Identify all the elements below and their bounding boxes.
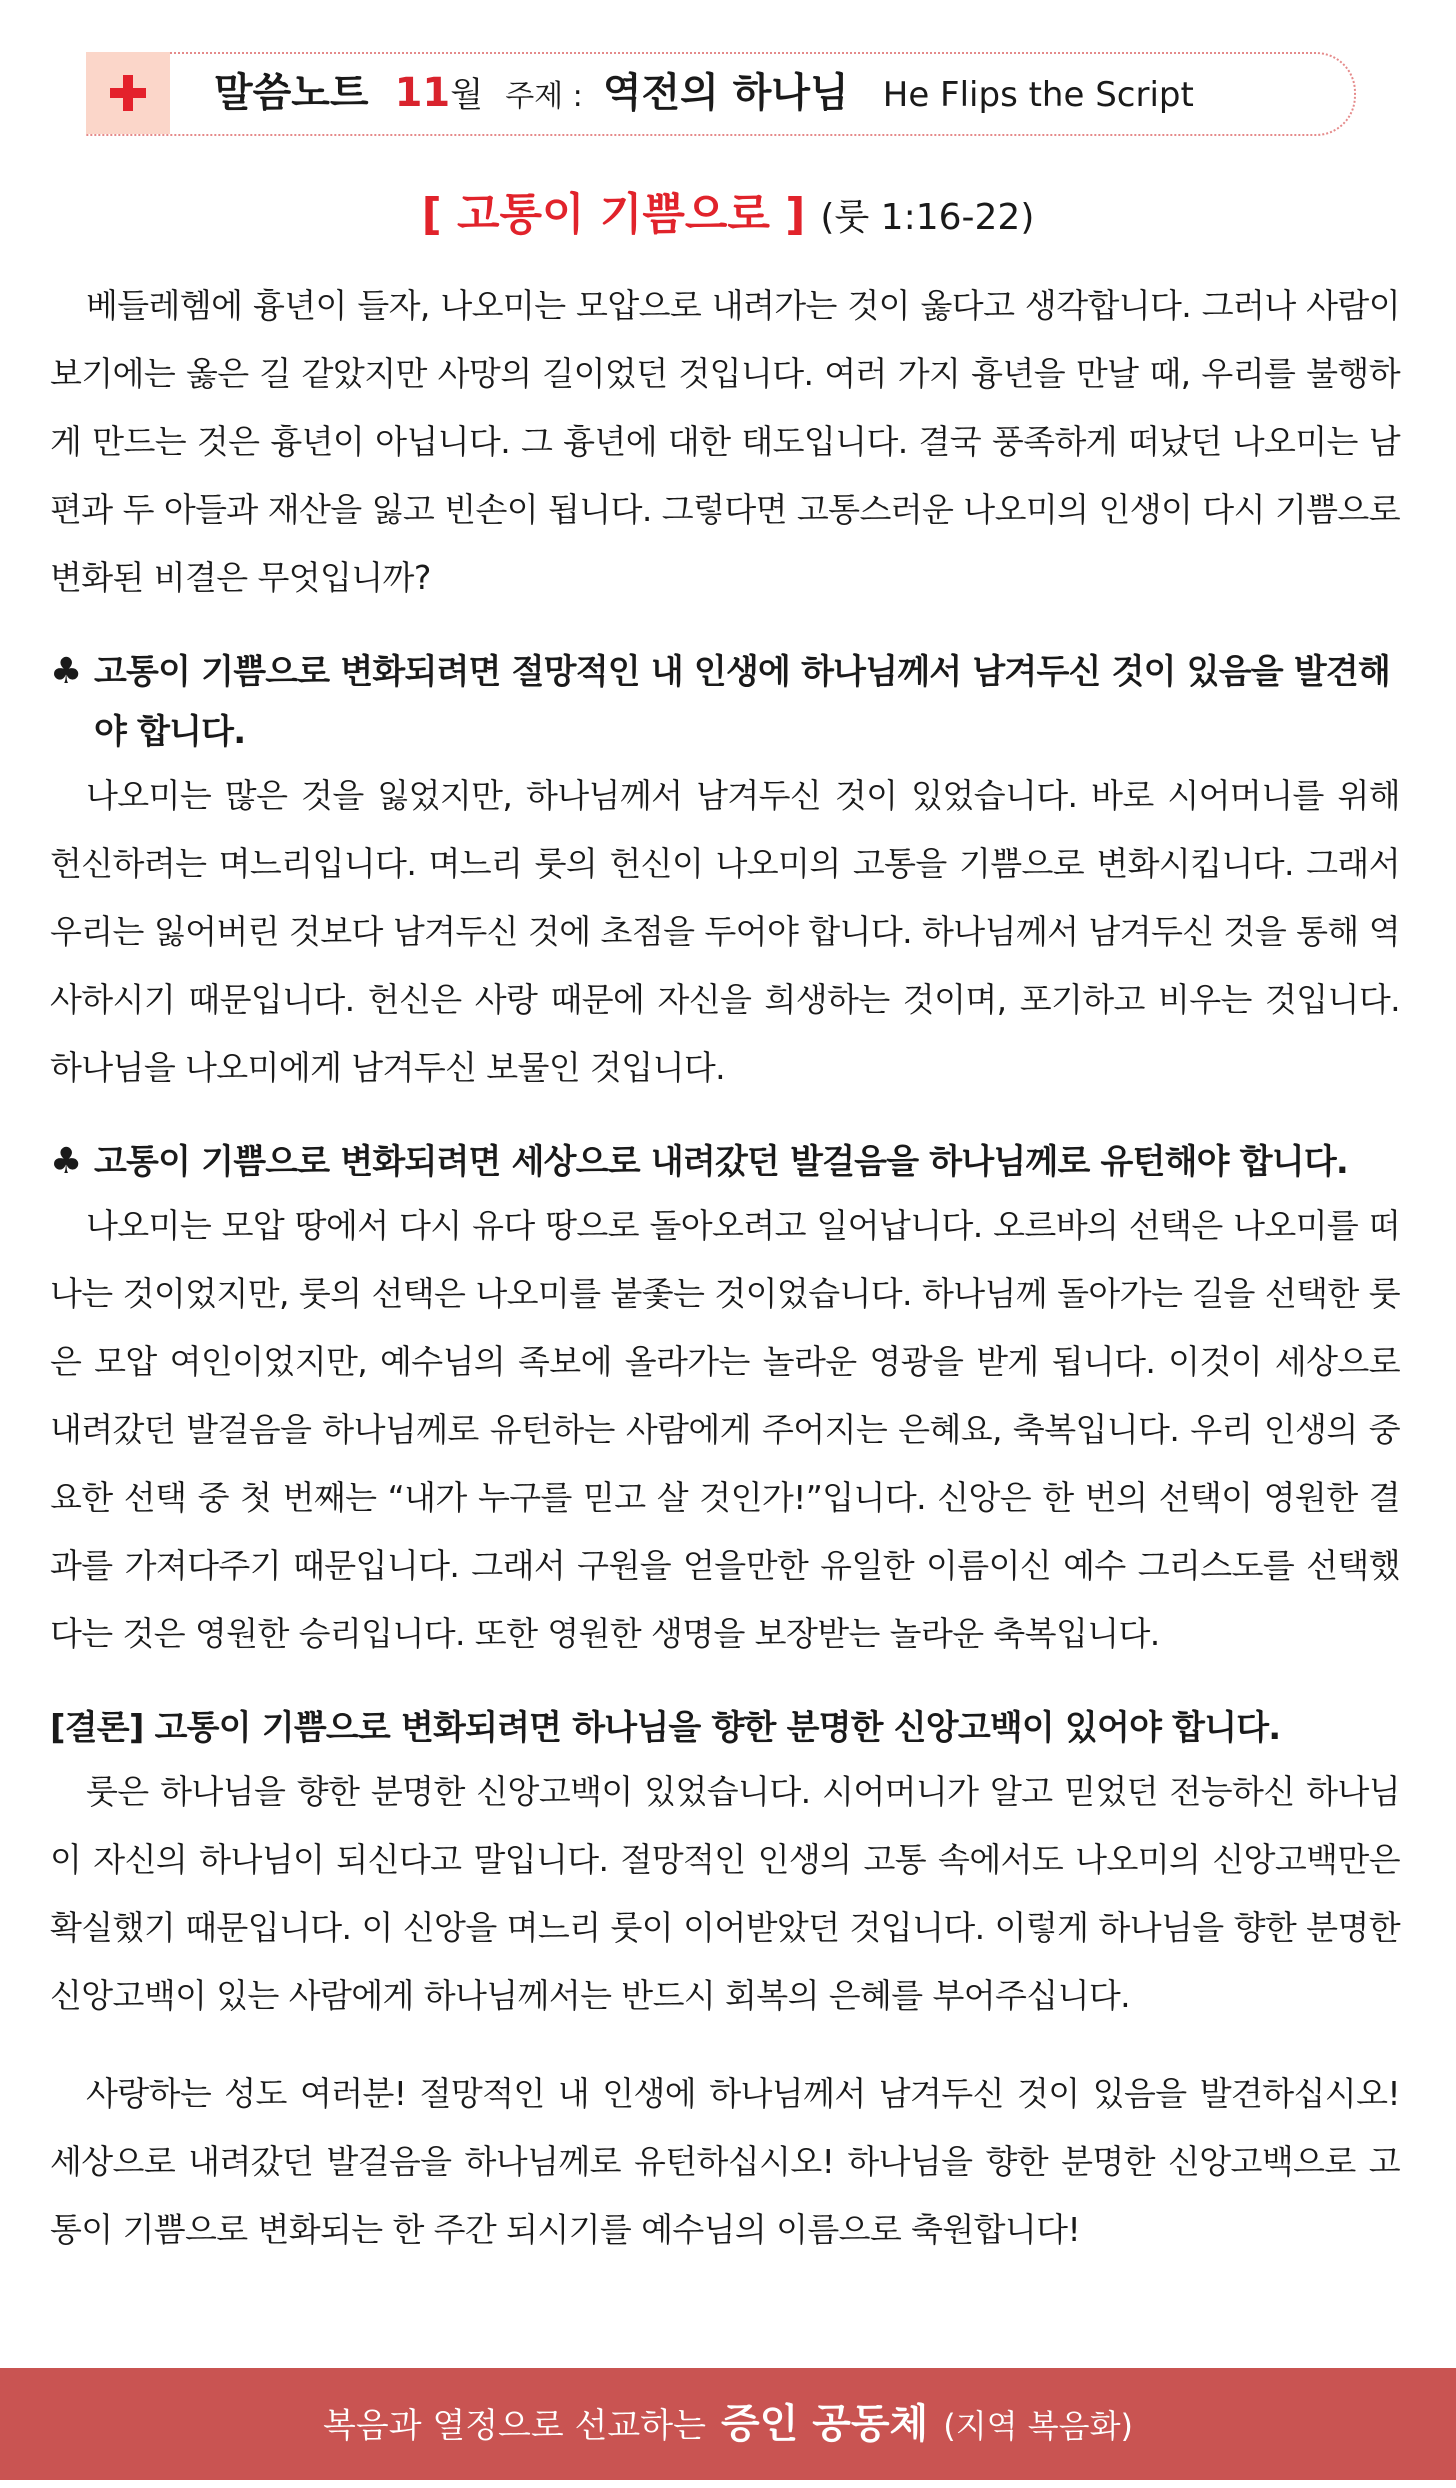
point-1: [50, 642, 1400, 762]
theme-title: 역전의 하나님: [602, 70, 849, 116]
sermon-title-text: [ 고통이 기쁨으로 ]: [421, 189, 806, 240]
red-cross-icon: [110, 75, 146, 111]
intro-paragraph: 베들레헴에 흉년이 들자, 나오미는 모압으로 내려가는 것이 옳다고 생각합니다. 그러나 사람이 보기에는 옳은 길 같았지만 사망의 길이었던 것입니다. 여러 가지 흉년을 만날 때, 우리를 불행하게 만드는 것은 흉년이 아닙니다. 그 흉년에 대한 태도입니다. 결국 풍족하게 떠났던 나오미는 남편과 두 아들과 재산을 잃고 빈손이 됩니다. 그렇다면 고통스러운 나오미의 인생이 다시 기쁨으로 변화된 비결은 무엇입니까?: [50, 286, 1400, 597]
scripture-reference: (룻 1:16-22): [820, 197, 1035, 238]
theme-english: He Flips the Script: [882, 75, 1194, 115]
month-number: 11: [394, 70, 451, 116]
footer-lead: 복음과 열정으로 선교하는: [323, 2406, 706, 2446]
club-bullet-icon: ♣: [50, 1141, 83, 1182]
conclusion-body: 룻은 하나님을 향한 분명한 신앙고백이 있었습니다. 시어머니가 알고 믿었던 전능하신 하나님이 자신의 하나님이 되신다고 말입니다. 절망적인 인생의 고통 속에서도 나오미의 신앙고백만은 확실했기 때문입니다. 이 신앙을 며느리 룻이 이어받았던 것입니다. 이렇게 하나님을 향한 분명한 신앙고백이 있는 사람에게 하나님께서는 반드시 회복의 은혜를 부어주십니다.: [50, 1772, 1400, 2015]
header-text: [214, 52, 1194, 134]
footer-note: (지역 복음화): [943, 2407, 1133, 2445]
point-2-body: 나오미는 모압 땅에서 다시 유다 땅으로 돌아오려고 일어납니다. 오르바의 선택은 나오미를 떠나는 것이었지만, 룻의 선택은 나오미를 붙좇는 것이었습니다. 하나님께 돌아가는 길을 선택한 룻은 모압 여인이었지만, 예수님의 족보에 올라가는 놀라운 영광을 받게 됩니다. 이것이 세상으로 내려갔던 발걸음을 하나님께로 유턴하는 사람에게 주어지는 은혜요, 축복입니다. 우리 인생의 중요한 선택 중 첫 번째는 “내가 누구를 믿고 살 것인가!”입니다. 신앙은 한 번의 선택이 영원한 결과를 가져다주기 때문입니다. 그래서 구원을 얻을만한 유일한 이름이신 예수 그리스도를 선택했다는 것은 영원한 승리입니다. 또한 영원한 생명을 보장받는 놀라운 축복입니다.: [50, 1206, 1400, 1653]
point-1-body: 나오미는 많은 것을 잃었지만, 하나님께서 남겨두신 것이 있었습니다. 바로 시어머니를 위해 헌신하려는 며느리입니다. 며느리 룻의 헌신이 나오미의 고통을 기쁨으로 변화시킵니다. 그래서 우리는 잃어버린 것보다 남겨두신 것에 초점을 두어야 합니다. 하나님께서 남겨두신 것을 통해 역사하시기 때문입니다. 헌신은 사랑 때문에 자신을 희생하는 것이며, 포기하고 비우는 것입니다. 하나님을 나오미에게 남겨두신 보물인 것입니다.: [50, 776, 1400, 1087]
month-suffix: 월: [450, 75, 484, 115]
closing-paragraph: 사랑하는 성도 여러분! 절망적인 내 인생에 하나님께서 남겨두신 것이 있음을 발견하십시오! 세상으로 내려갔던 발걸음을 하나님께로 유턴하십시오! 하나님을 향한 분명한 신앙고백으로 고통이 기쁨으로 변화되는 한 주간 되시기를 예수님의 이름으로 축원합니다!: [50, 2074, 1400, 2249]
sermon-body: [50, 272, 1400, 2264]
point-1-heading: 고통이 기쁨으로 변화되려면 절망적인 내 인생에 하나님께서 남겨두신 것이 있음을 발견해야 합니다.: [94, 652, 1390, 752]
club-bullet-icon: ♣: [50, 651, 83, 692]
footer-community-name: 증인 공동체: [721, 2401, 929, 2447]
cross-badge: [86, 52, 170, 134]
footer-banner: [0, 2368, 1456, 2480]
theme-label: 주제 :: [505, 79, 583, 114]
point-2-heading: 고통이 기쁨으로 변화되려면 세상으로 내려갔던 발걸음을 하나님께로 유턴해야 합니다.: [94, 1142, 1348, 1182]
sermon-title: [0, 178, 1456, 242]
header-banner: [86, 52, 1356, 134]
note-title: 말씀노트: [214, 70, 369, 116]
conclusion-heading: [결론] 고통이 기쁨으로 변화되려면 하나님을 향한 분명한 신앙고백이 있어야 합니다.: [50, 1708, 1281, 1748]
point-2: [50, 1132, 1400, 1192]
